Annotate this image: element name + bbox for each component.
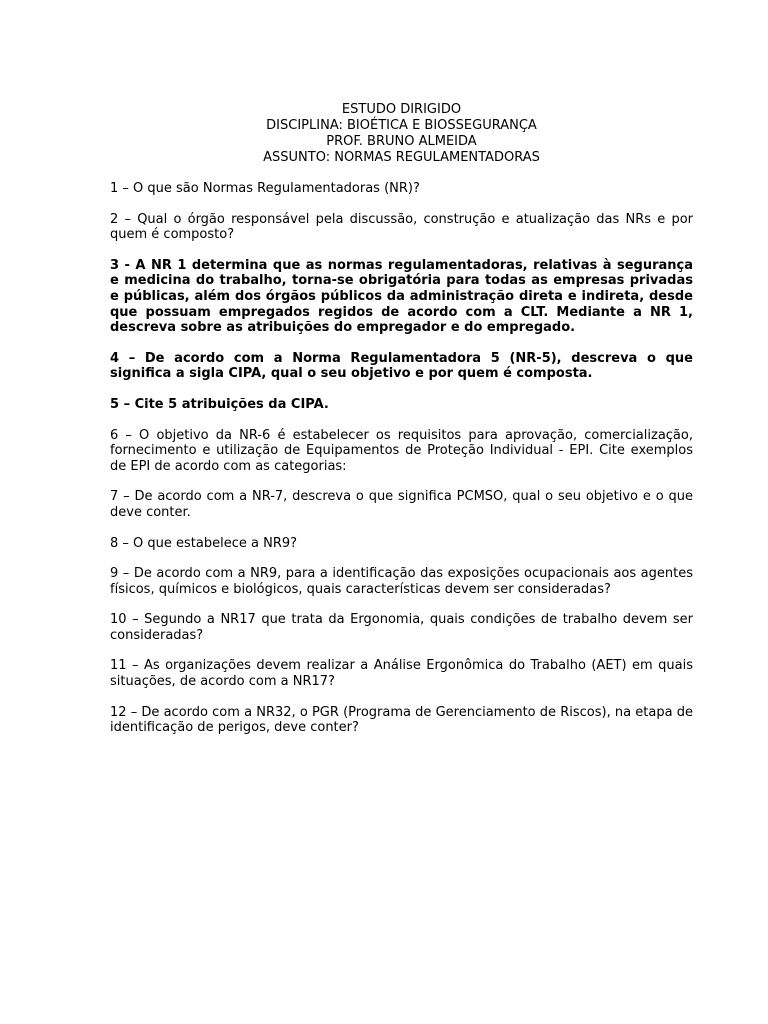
- question-9: 9 – De acordo com a NR9, para a identificação das exposições ocupacionais aos agentes físicos, químicos e biológicos, quais características devem ser consideradas?: [110, 566, 693, 597]
- question-2: 2 – Qual o órgão responsável pela discussão, construção e atualização das NRs e por quem é composto?: [110, 211, 693, 243]
- question-12: 12 – De acordo com a NR32, o PGR (Programa de Gerenciamento de Riscos), na etapa de identificação de perigos, deve conter?: [110, 704, 693, 736]
- question-4: 4 – De acordo com a Norma Regulamentadora 5 (NR-5), descreva o que significa a sigla CIPA, qual o seu objetivo e por quem é composta.: [110, 350, 693, 382]
- question-7: 7 – De acordo com a NR-7, descreva o que significa PCMSO, qual o seu objetivo e o que deve conter.: [110, 489, 693, 520]
- question-3: 3 - A NR 1 determina que as normas regulamentadoras, relativas à segurança e medicina do trabalho, torna-se obrigatória para todas as empresas privadas e públicas, além dos órgãos públicos da administração direta e indireta, desde que possuam empregados regidos de acordo com a CLT. Mediante a NR 1, descreva sobre as atribuições do empregador e do empregado.: [110, 257, 693, 336]
- question-6: 6 – O objetivo da NR-6 é estabelecer os requisitos para aprovação, comercialização, fornecimento e utilização de Equipamentos de Proteção Individual - EPI. Cite exemplos de EPI de acordo com as categorias:: [110, 427, 693, 474]
- question-11: 11 – As organizações devem realizar a Análise Ergonômica do Trabalho (AET) em quais situações, de acordo com a NR17?: [110, 658, 693, 690]
- question-8: 8 – O que estabelece a NR9?: [110, 535, 298, 551]
- header-title: ESTUDO DIRIGIDO: [341, 102, 462, 117]
- header-subject: ASSUNTO: NORMAS REGULAMENTADORAS: [263, 150, 540, 165]
- document-page: [110, 102, 693, 751]
- document-header: [110, 102, 693, 166]
- header-discipline: DISCIPLINA: BIOÉTICA E BIOSSEGURANÇA: [266, 118, 537, 133]
- question-5: 5 – Cite 5 atribuições da CIPA.: [110, 396, 329, 412]
- question-10: 10 – Segundo a NR17 que trata da Ergonomia, quais condições de trabalho devem ser consideradas?: [110, 612, 693, 643]
- question-list: [110, 181, 693, 736]
- header-professor: PROF. BRUNO ALMEIDA: [326, 134, 477, 149]
- question-1: 1 – O que são Normas Regulamentadoras (NR)?: [110, 181, 420, 196]
